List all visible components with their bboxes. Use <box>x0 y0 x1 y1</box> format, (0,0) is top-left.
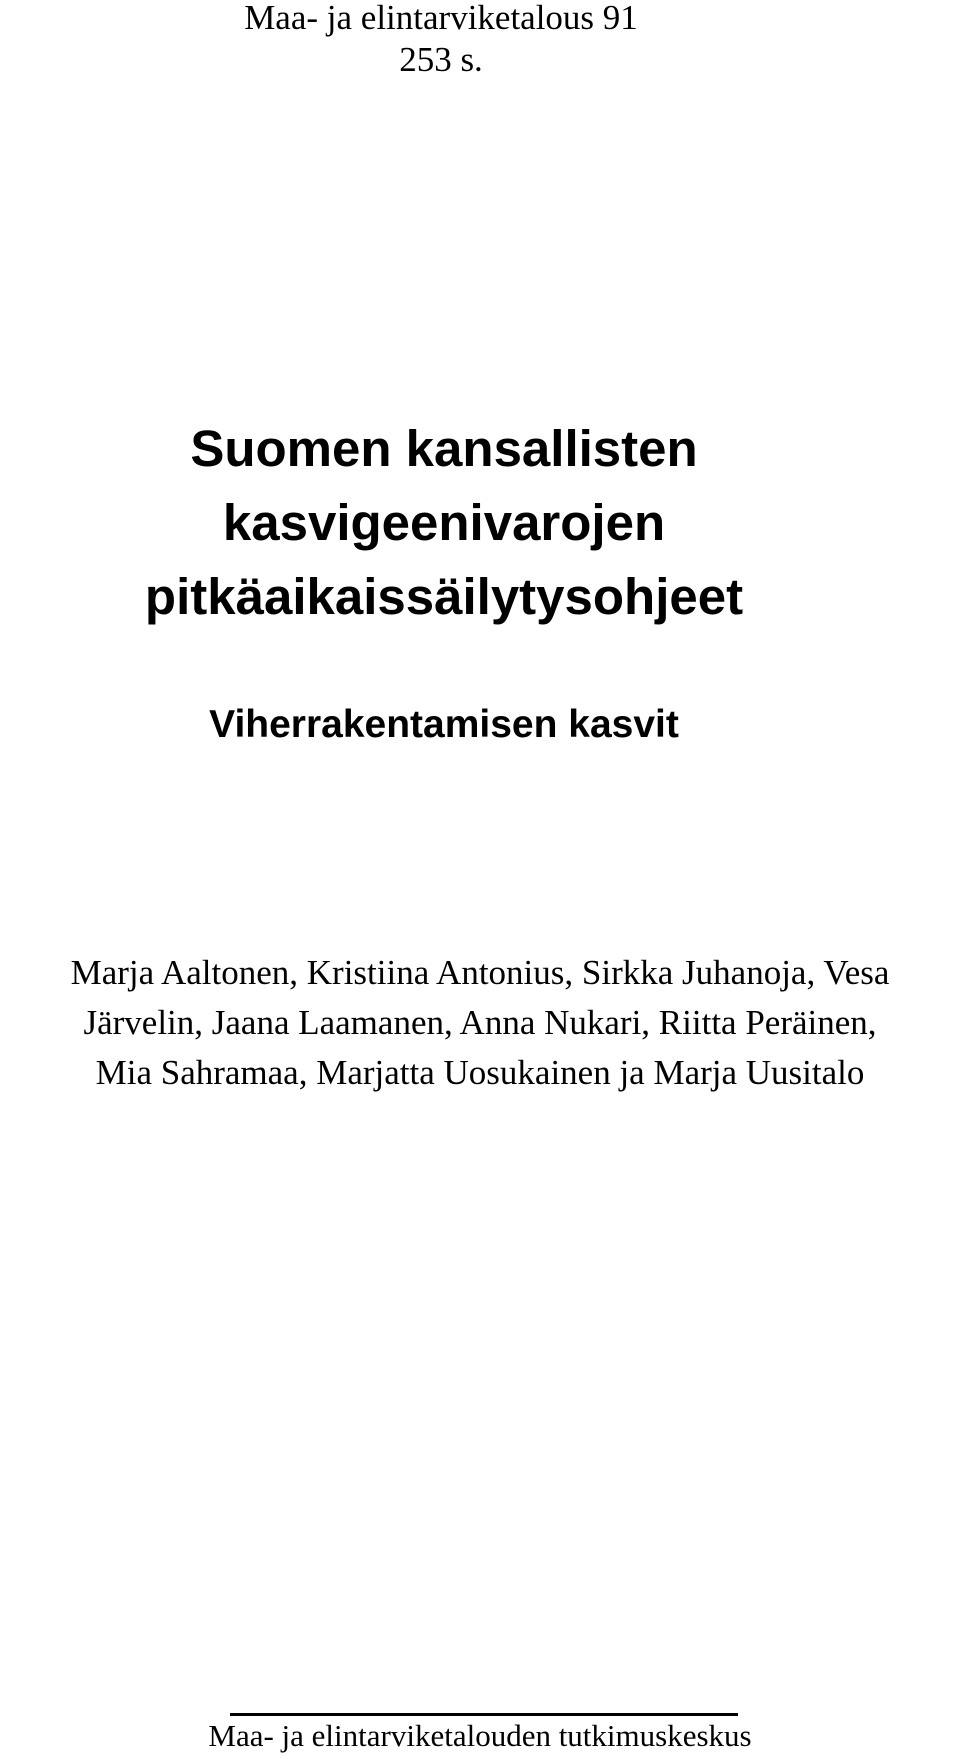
series-name: Maa- ja elintarviketalous 91 <box>244 0 638 37</box>
document-subtitle: Viherrakentamisen kasvit <box>209 703 679 746</box>
author-line-2: Järvelin, Jaana Laamanen, Anna Nukari, Riitta Peräinen, <box>83 1003 877 1042</box>
document-title <box>0 412 924 634</box>
author-line-1: Marja Aaltonen, Kristiina Antonius, Sirkka Juhanoja, Vesa <box>70 953 890 992</box>
title-line-2: kasvigeenivarojen <box>222 494 666 551</box>
page-count: 253 s. <box>399 40 483 79</box>
title-line-1: Suomen kansallisten <box>190 420 698 477</box>
title-line-3: pitkäaikaissäilytysohjeet <box>144 568 744 625</box>
author-line-3: Mia Sahramaa, Marjatta Uosukainen ja Marja Uusitalo <box>95 1053 865 1092</box>
publisher-name: Maa- ja elintarviketalouden tutkimuskeskus <box>208 1718 752 1753</box>
author-list <box>0 948 960 1098</box>
